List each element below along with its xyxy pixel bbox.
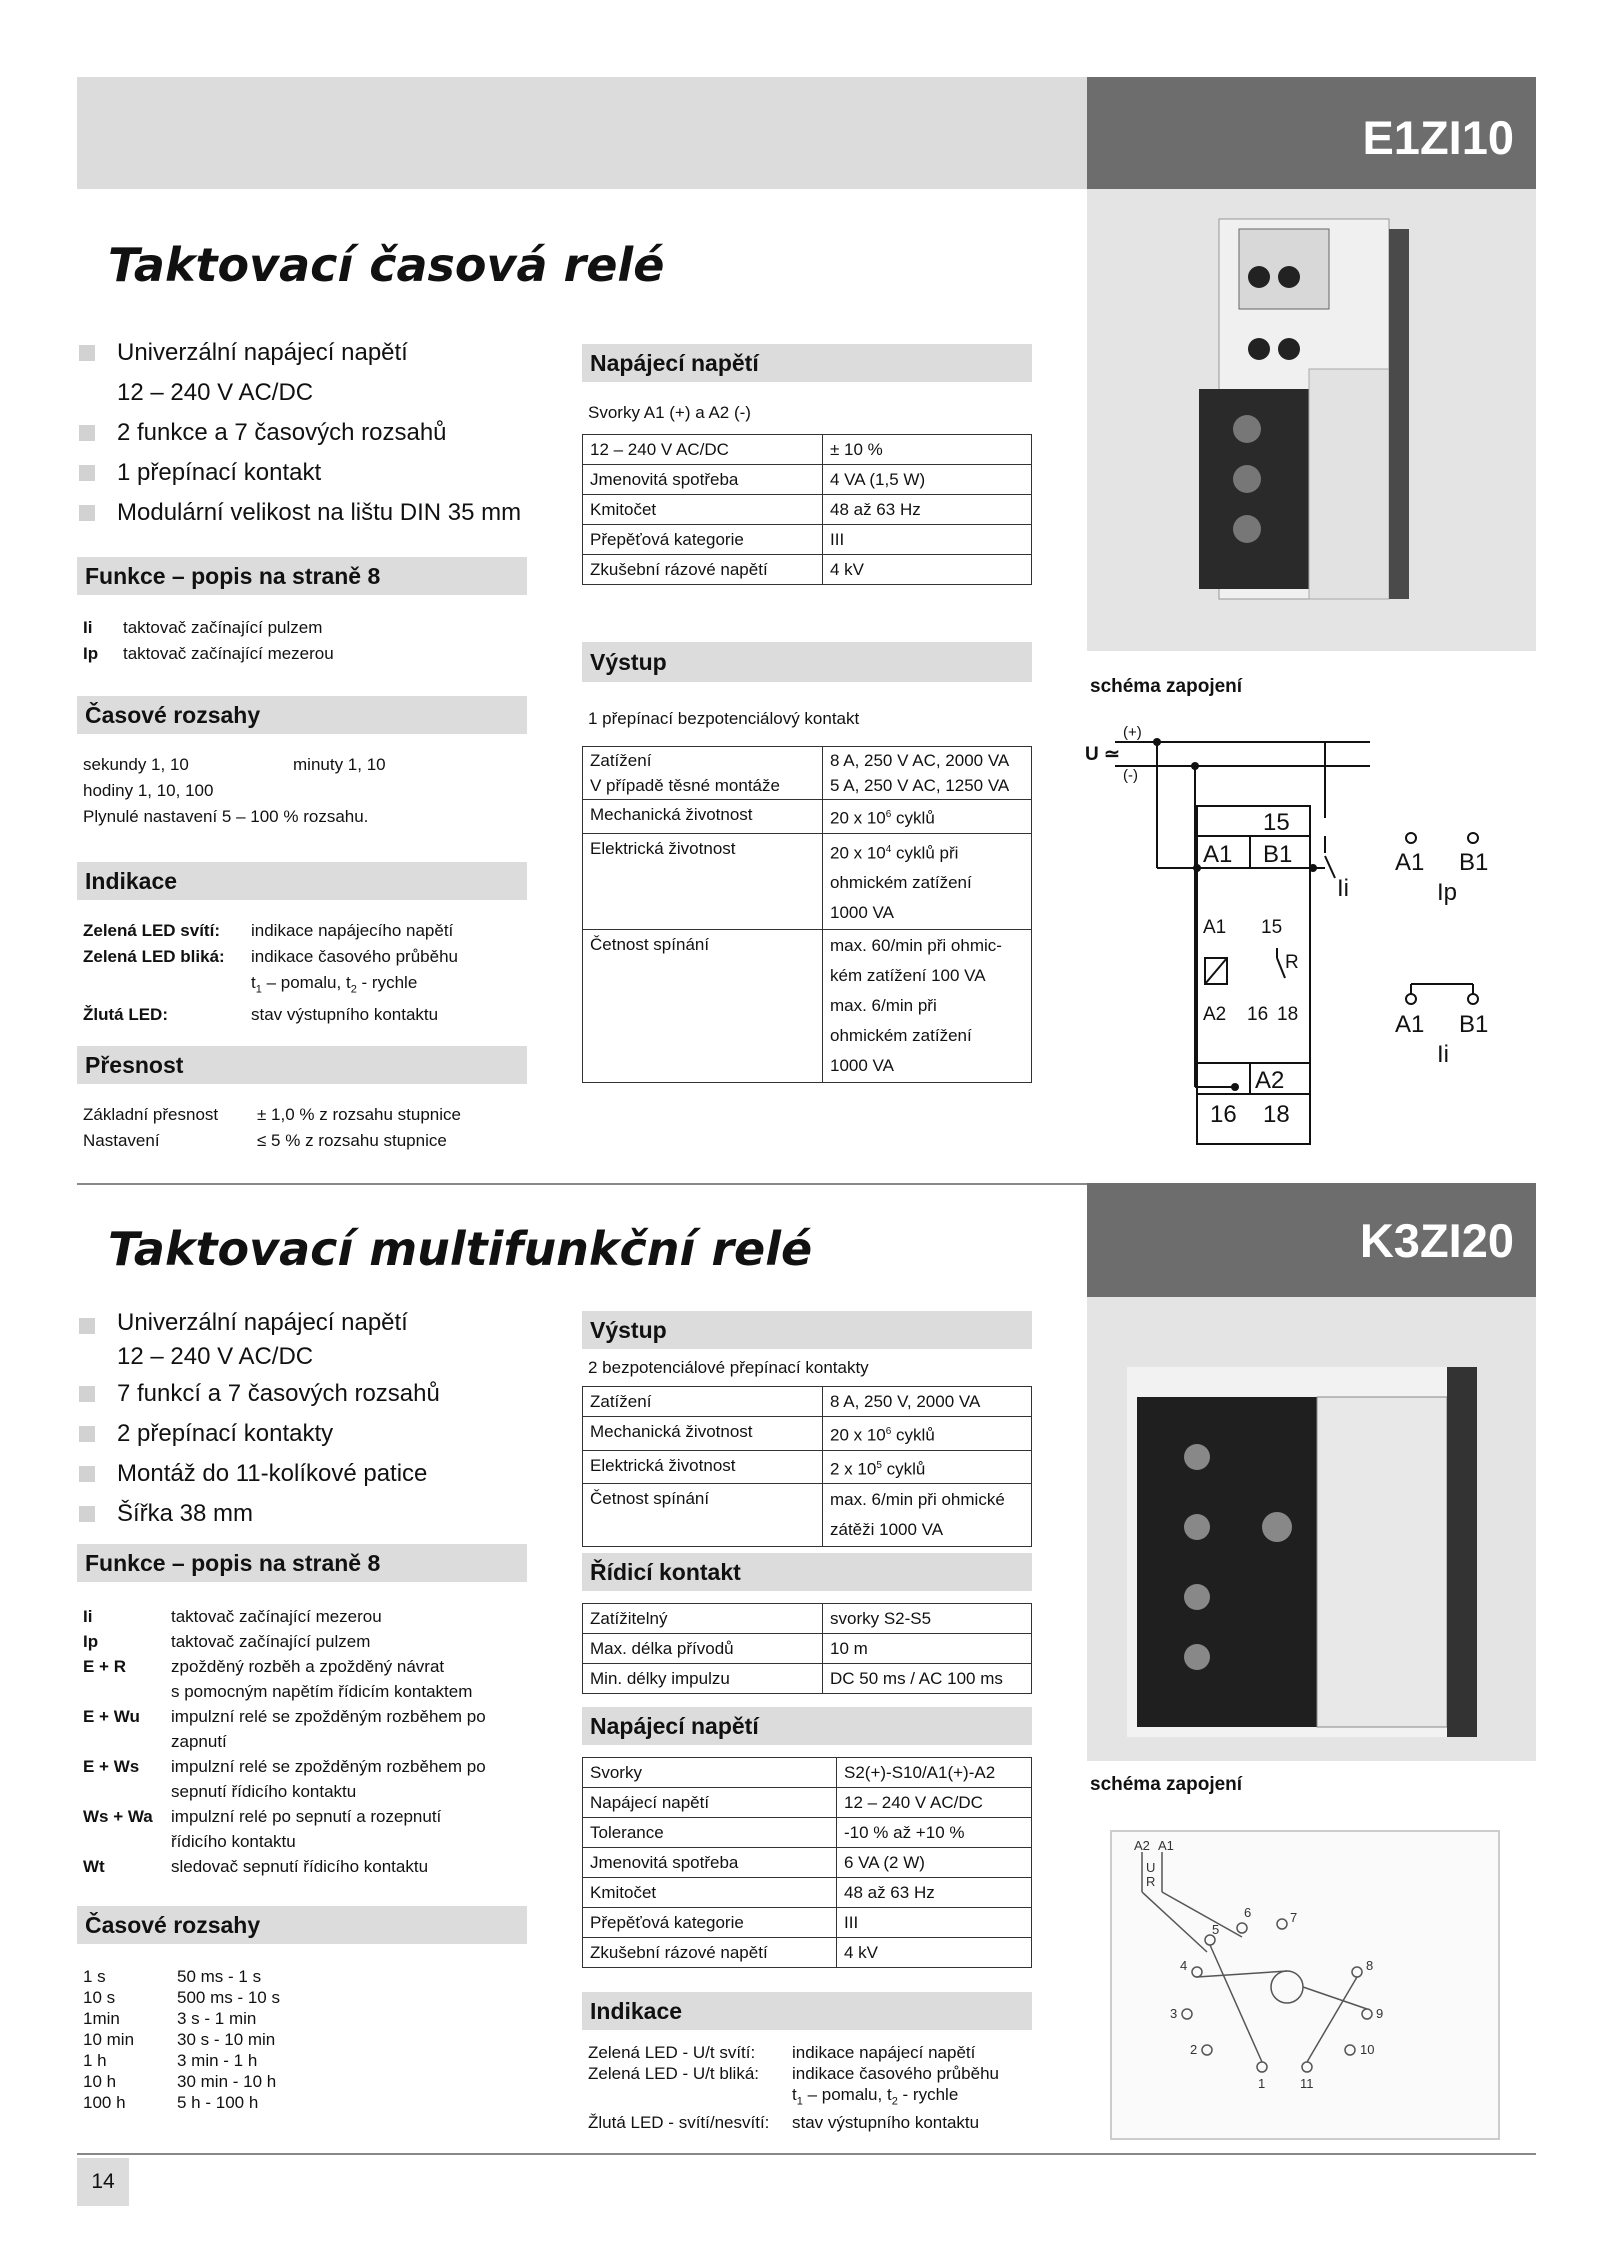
- relay-image: [1087, 1297, 1536, 1761]
- feature-item: 2 funkce a 7 časových rozsahů: [77, 413, 537, 453]
- control-table: [582, 1603, 1032, 1694]
- indication-2: Zelená LED - U/t svítí: indikace napájecí napětí Zelená LED - U/t bliká: indikace časového průběhu $t_1$ – pomalu, $t_2$ - rychle Žlutá LED - svítí/nesvítí: stav výstupního kontaktu: [588, 2043, 999, 2133]
- svg-text:9: 9: [1376, 2006, 1384, 2021]
- header-bar: [77, 77, 1087, 189]
- output-table-2: [582, 1386, 1032, 1547]
- svg-text:11: 11: [1300, 2076, 1314, 2091]
- svg-text:B1: B1: [1263, 841, 1293, 868]
- indication-1: [83, 918, 543, 1028]
- ind-key: Žlutá LED:: [83, 1005, 168, 1025]
- table-row: Přepěťová kategorie III: [583, 1908, 1032, 1938]
- svg-text:7: 7: [1290, 1910, 1298, 1925]
- wiring-diagram-1: [1085, 718, 1545, 1148]
- table-row: Zatížení 8 A, 250 V, 2000 VA: [583, 1387, 1032, 1417]
- ind-key: Zelená LED bliká:: [83, 947, 225, 966]
- output-note: 1 přepínací bezpotenciálový kontakt: [588, 709, 860, 728]
- section-header: Přesnost: [77, 1046, 527, 1084]
- svg-text:A1: A1: [1203, 841, 1233, 868]
- product-photo-k3zi20: [1087, 1297, 1536, 1761]
- table-row: 12 – 240 V AC/DC ± 10 %: [583, 435, 1032, 465]
- table-row: Mechanická životnost 20 x $10^6$ cyklů: [583, 1417, 1032, 1451]
- svg-text:5: 5: [1212, 1922, 1220, 1937]
- svg-text:(+): (+): [1123, 724, 1142, 741]
- schema-label-2: schéma zapojení: [1090, 1774, 1243, 1795]
- feature-item: Montáž do 11-kolíkové patice: [77, 1454, 537, 1494]
- ind-val: indikace časového průběhu: [251, 947, 458, 966]
- svg-text:3: 3: [1170, 2006, 1178, 2021]
- range-seconds: sekundy 1, 10: [83, 755, 189, 774]
- svg-text:A1: A1: [1395, 849, 1425, 876]
- svg-text:15: 15: [1261, 917, 1283, 938]
- relay-image: [1087, 189, 1536, 651]
- range-hours: hodiny 1, 10, 100: [83, 781, 214, 800]
- ind-val: stav výstupního kontaktu: [251, 1005, 439, 1025]
- svg-text:Ii: Ii: [1337, 875, 1349, 902]
- svg-text:6: 6: [1244, 1905, 1252, 1920]
- feature-item: 12 – 240 V AC/DC: [117, 379, 314, 406]
- feature-item: 2 přepínací kontakty: [77, 1414, 537, 1454]
- svg-text:A2: A2: [1255, 1067, 1285, 1094]
- socket-diagram: [1112, 1832, 1498, 2138]
- feature-item: 12 – 240 V AC/DC: [117, 1343, 314, 1370]
- section-header: Výstup: [582, 642, 1032, 682]
- table-row: Elektrická životnost 2 x $10^5$ cyklů: [583, 1450, 1032, 1484]
- page-number: 14: [77, 2158, 129, 2206]
- svg-text:R: R: [1285, 952, 1299, 973]
- output-note: 2 bezpotenciálové přepínací kontakty: [588, 1358, 869, 1377]
- table-row: Mechanická životnost 20 x $10^6$ cyklů: [583, 800, 1032, 834]
- functions-list-1: [83, 615, 533, 667]
- ind-val-line2: $t_1$ – pomalu, $t_2$ - rychle: [251, 973, 418, 996]
- time-ranges-1: [83, 752, 533, 830]
- supply-table-1: [582, 434, 1032, 585]
- table-row: Tolerance -10 % až +10 %: [583, 1818, 1032, 1848]
- table-row: Zatížitelný svorky S2-S5: [583, 1604, 1032, 1634]
- schema-label-1: schéma zapojení: [1090, 676, 1243, 697]
- product-photo-e1zi10: [1087, 189, 1536, 651]
- svg-text:U ≃: U ≃: [1085, 744, 1120, 765]
- table-row: Kmitočet 48 až 63 Hz: [583, 1878, 1032, 1908]
- svg-text:B1: B1: [1459, 1011, 1489, 1038]
- section-header: Časové rozsahy: [77, 696, 527, 734]
- product-code-k3zi20: K3ZI20: [1087, 1183, 1536, 1297]
- svg-text:8: 8: [1366, 1958, 1374, 1973]
- svg-text:A1: A1: [1158, 1838, 1174, 1853]
- table-row: Kmitočet 48 až 63 Hz: [583, 495, 1032, 525]
- table-row: Jmenovitá spotřeba 6 VA (2 W): [583, 1848, 1032, 1878]
- table-row: Napájecí napětí 12 – 240 V AC/DC: [583, 1788, 1032, 1818]
- table-row: Četnost spínání max. 6/min při ohmické zátěži 1000 VA: [583, 1484, 1032, 1547]
- feature-item: 1 přepínací kontakt: [77, 453, 537, 493]
- section-header: Napájecí napětí: [582, 344, 1032, 382]
- table-row: Elektrická životnost 20 x $10^4$ cyklů při ohmickém zatížení 1000 VA: [583, 833, 1032, 930]
- section-header: Výstup: [582, 1311, 1032, 1349]
- table-row: Max. délka přívodů 10 m: [583, 1634, 1032, 1664]
- feature-list-2: [77, 1306, 537, 1534]
- accuracy-1: Základní přesnost ± 1,0 % z rozsahu stupnice Nastavení ≤ 5 % z rozsahu stupnice: [83, 1105, 461, 1150]
- svg-text:A1: A1: [1395, 1011, 1425, 1038]
- svg-text:18: 18: [1277, 1004, 1299, 1025]
- page-title-2: Taktovací multifunkční relé: [108, 1222, 813, 1276]
- range-note: Plynulé nastavení 5 – 100 % rozsahu.: [83, 807, 369, 826]
- section-header: Časové rozsahy: [77, 1906, 527, 1944]
- section-header: Řídicí kontakt: [582, 1553, 1032, 1591]
- supply-note: Svorky A1 (+) a A2 (-): [588, 403, 751, 422]
- section-header: Indikace: [77, 862, 527, 900]
- svg-text:(-): (-): [1123, 767, 1138, 784]
- function-code: Ii: [83, 618, 93, 637]
- feature-item: Modulární velikost na lištu DIN 35 mm: [77, 493, 537, 533]
- table-row: Zatížení V případě těsné montáže 8 A, 250 V AC, 2000 VA 5 A, 250 V AC, 1250 VA: [583, 747, 1032, 800]
- section-header: Napájecí napětí: [582, 1707, 1032, 1745]
- svg-text:Ip: Ip: [1437, 879, 1458, 906]
- section-header: Indikace: [582, 1992, 1032, 2030]
- table-row: Přepěťová kategorie III: [583, 525, 1032, 555]
- svg-text:R: R: [1146, 1874, 1156, 1889]
- section-header: Funkce – popis na straně 8: [77, 1544, 527, 1582]
- svg-text:16: 16: [1247, 1004, 1269, 1025]
- table-row: Zkušební rázové napětí 4 kV: [583, 555, 1032, 585]
- table-row: Jmenovitá spotřeba 4 VA (1,5 W): [583, 465, 1032, 495]
- feature-item: Univerzální napájecí napětí: [77, 333, 537, 373]
- function-desc: taktovač začínající pulzem: [123, 618, 323, 637]
- page-title-1: Taktovací časová relé: [108, 238, 665, 292]
- feature-item: Šířka 38 mm: [77, 1494, 537, 1534]
- output-table-1: [582, 746, 1032, 1083]
- socket-diagram-frame: [1110, 1830, 1500, 2140]
- functions-list-2: Ii taktovač začínající mezerou Ip taktovač začínající pulzem E + R zpožděný rozběh a zpožděný návrat s pomocným napětím řídicím kontaktem E + Wu impulzní relé se zpožděným rozběhem po zapnutí E + Ws impulzní relé se zpožděným rozběhem po sepnutí řídicího kontaktu Ws + Wa impulzní relé po sepnutí a rozepnutí řídicího kontaktu Wt sledovač sepnutí řídicího kontaktu: [83, 1607, 486, 1876]
- footer-divider: [77, 2153, 1536, 2155]
- section-divider: [77, 1183, 1087, 1185]
- function-code: Ip: [83, 644, 99, 663]
- svg-text:15: 15: [1263, 809, 1290, 836]
- svg-text:4: 4: [1180, 1958, 1188, 1973]
- svg-text:10: 10: [1360, 2042, 1375, 2057]
- svg-text:A2: A2: [1134, 1838, 1150, 1853]
- table-row: Min. délky impulzu DC 50 ms / AC 100 ms: [583, 1664, 1032, 1694]
- feature-item: Univerzální napájecí napětí: [77, 1306, 537, 1340]
- product-code-e1zi10: E1ZI10: [1087, 77, 1536, 189]
- svg-text:A2: A2: [1203, 1004, 1227, 1025]
- svg-text:A1: A1: [1203, 917, 1227, 938]
- svg-text:18: 18: [1263, 1101, 1290, 1128]
- svg-text:U: U: [1146, 1860, 1156, 1875]
- ind-key: Zelená LED svítí:: [83, 921, 220, 940]
- svg-text:Ii: Ii: [1437, 1041, 1449, 1068]
- feature-item: 7 funkcí a 7 časových rozsahů: [77, 1374, 537, 1414]
- table-row: Zkušební rázové napětí 4 kV: [583, 1938, 1032, 1968]
- function-desc: taktovač začínající mezerou: [123, 644, 334, 663]
- table-row: Svorky S2(+)-S10/A1(+)-A2: [583, 1758, 1032, 1788]
- time-ranges-2: 1 s 50 ms - 1 s 10 s 500 ms - 10 s 1min 3 s - 1 min 10 min 30 s - 10 min 1 h 3 min - 1 h 10 h 30 min - 10 h 100 h 5 h - 100 h: [83, 1967, 280, 2112]
- section-header: Funkce – popis na straně 8: [77, 557, 527, 595]
- svg-text:B1: B1: [1459, 849, 1489, 876]
- svg-text:16: 16: [1210, 1101, 1237, 1128]
- svg-text:1: 1: [1258, 2076, 1266, 2091]
- range-minutes: minuty 1, 10: [293, 755, 386, 774]
- supply-table-2: [582, 1757, 1032, 1968]
- ind-val: indikace napájecího napětí: [251, 921, 454, 940]
- feature-list-1: [77, 333, 537, 533]
- table-row: Četnost spínání max. 60/min při ohmic- kém zatížení 100 VA max. 6/min při ohmickém zatížení 1000 VA: [583, 930, 1032, 1083]
- svg-text:2: 2: [1190, 2042, 1198, 2057]
